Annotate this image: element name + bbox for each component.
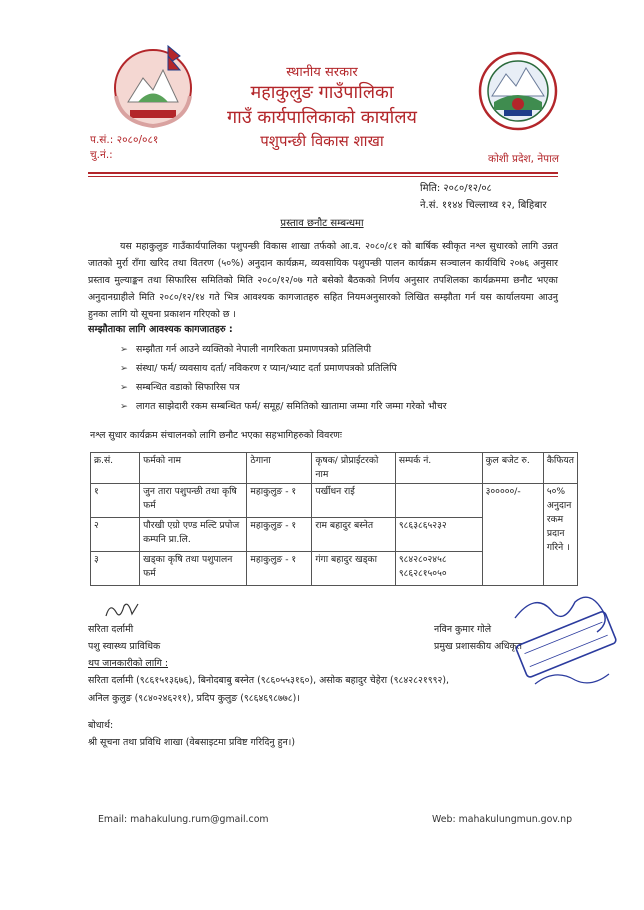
reference-number: प.सं.: २०८०/०८१ (90, 134, 159, 146)
list-item: ➢ सम्झौता गर्न आउने व्यक्तिको नेपाली नागरिकता प्रमाणपत्रको प्रतिलिपी (120, 340, 447, 359)
signature-left-icon (102, 598, 142, 624)
cell-serial: १ (91, 484, 140, 518)
notice-body: यस महाकुलुङ गाउँकार्यपालिका पशुपन्छी विकास शाखा तर्फको आ.व. २०८०/८१ को बार्षिक स्वीकृत नश्ल सुधारको लागि उन्नत जातको मुर्रा राँगा खरिद तथा वितरण (५०%) अनुदान कार्यक्रम, व्यवसायिक पशुपन्छी पालन कार्यक्रम सञ्चालन कार्यविधि २०७६ अनुसार प्रस्ताव मुल्याङ्कन तथा सिफारिस समितिको मिति २०८०/१२/०७ गते बसेको बैठकको निर्णय अनुसार तपशिलका कार्यक्रममा छनौट भएका अनुदानग्राहीले मिति २०८०/१२/१४ गते भित्र आवश्यक कागजातहरु सहित नियमअनुसारको लिखित सम्झौता गर्न यस कार्यालयमा आउनु हुनका लागि यो सूचना प्रकाशन गरिएको छ । (88, 241, 558, 320)
header-branch-name: पशुपन्छी विकास शाखा (260, 132, 384, 150)
header-divider-thick (88, 172, 558, 174)
dispatch-number: चु.नं.: (90, 149, 113, 161)
cell-firm: खड्का कृषि तथा पशुपालन फर्म (140, 552, 247, 586)
cell-contact (395, 484, 482, 518)
list-item: ➢ लागत साझेदारी रकम सम्बन्धित फर्म/ समूह/ समितिको खातामा जम्मा गरि जम्मा गरेको भौचर (120, 397, 447, 416)
table-row (91, 484, 578, 518)
list-item: ➢ संस्था/ फर्म/ व्यवसाय दर्ता/ नविकरण र प्यान/भ्याट दर्ता प्रमाणपत्रको प्रतिलिपि (120, 359, 447, 378)
arrow-bullet-icon: ➢ (120, 344, 128, 355)
header-serial: क्र.सं. (91, 453, 140, 484)
header-local-government: स्थानीय सरकार (286, 65, 358, 80)
cell-address: महाकुलुङ - १ (247, 552, 312, 586)
signatory-right-name: नविन कुमार गोले (434, 624, 492, 635)
documents-heading: सम्झौताका लागि आवश्यक कागजातहरु : (88, 324, 233, 335)
cc-heading: बोधार्थ: (88, 720, 114, 731)
cell-owner: राम बहादुर बस्नेत (312, 518, 395, 552)
signatory-left-name: सरिता दर्लामी (88, 624, 134, 635)
contact-info-line: अनिल कुलुङ (९८४०२४६२११), प्रदिप कुलुङ (९८६४६९८७७८)। (88, 693, 300, 704)
official-stamp-icon (505, 588, 625, 706)
cc-recipient: श्री सूचना तथा प्रविधि शाखा (वेबसाइटमा प्रविष्ट गरिदिनु हुन।) (88, 737, 296, 748)
participants-table (90, 452, 578, 586)
footer-website: Web: mahakulungmun.gov.np (432, 814, 573, 825)
header-remark: कैफियत (543, 453, 577, 484)
header-address: ठेगाना (247, 453, 312, 484)
contact-info-line: सरिता दर्लामी (९८६१५१३६७६), बिनोदबाबु बस्नेत (९८६०५५३१६०), असोक बहादुर चेहेरा (९८४२८२१९९२), (88, 675, 450, 686)
arrow-bullet-icon: ➢ (120, 363, 128, 374)
subject-line: प्रस्ताव छनौट सम्बन्धमा (280, 218, 364, 229)
cell-budget: ३०००००/- (482, 484, 543, 586)
header-firm: फर्मको नाम (140, 453, 247, 484)
footer-email: Email: mahakulung.rum@gmail.com (98, 814, 269, 825)
header-office-name: गाउँ कार्यपालिकाको कार्यालय (227, 107, 417, 128)
cell-contact: ९८४२८०२४५८ ९८६२८१५०५० (395, 552, 482, 586)
header-budget: कुल बजेट रु. (482, 453, 543, 484)
arrow-bullet-icon: ➢ (120, 401, 128, 412)
cell-owner: पर्खीधन राई (312, 484, 395, 518)
cell-owner: गंगा बहादुर खड्का (312, 552, 395, 586)
cell-remark: ५०% अनुदान रकम प्रदान गरिने । (543, 484, 577, 586)
cell-serial: ३ (91, 552, 140, 586)
cell-contact: ९८६३८६५२३२ (395, 518, 482, 552)
province-label: कोशी प्रदेश, नेपाल (488, 153, 559, 165)
cell-firm: पौरखी एग्रो एण्ड मल्टि प्रपोज कम्पनि प्रा.लि. (140, 518, 247, 552)
table-header-row (91, 453, 578, 484)
header-municipality-name: महाकुलुङ गाउँपालिका (250, 82, 394, 103)
cell-serial: २ (91, 518, 140, 552)
header-owner: कृषक/ प्रोप्राईटरको नाम (312, 453, 395, 484)
table-caption: नश्ल सुधार कार्यक्रम संचालनको लागि छनौट भएका सहभागिहरुको विवरणः (90, 430, 342, 441)
cell-address: महाकुलुङ - १ (247, 518, 312, 552)
list-item: ➢ सम्बन्धित वडाको सिफारिस पत्र (120, 378, 447, 397)
header-contact: सम्पर्क नं. (395, 453, 482, 484)
contact-info-heading: थप जानकारीको लागि : (88, 658, 169, 669)
arrow-bullet-icon: ➢ (120, 382, 128, 393)
documents-list (120, 340, 447, 416)
cell-firm: जुन तारा पशुपन्छी तथा कृषि फर्म (140, 484, 247, 518)
signatory-right-title: प्रमुख प्रशासकीय अधिकृत (434, 641, 523, 652)
signatory-left-title: पशु स्वास्थ्य प्राविधिक (88, 641, 161, 652)
cell-address: महाकुलुङ - १ (247, 484, 312, 518)
date-nepal-sambat: ने.सं. ११४४ चिल्लाथ्व १२, बिहिबार (420, 200, 547, 211)
header-divider-thin (88, 176, 558, 177)
date-bs: मिति: २०८०/१२/०८ (420, 183, 492, 194)
